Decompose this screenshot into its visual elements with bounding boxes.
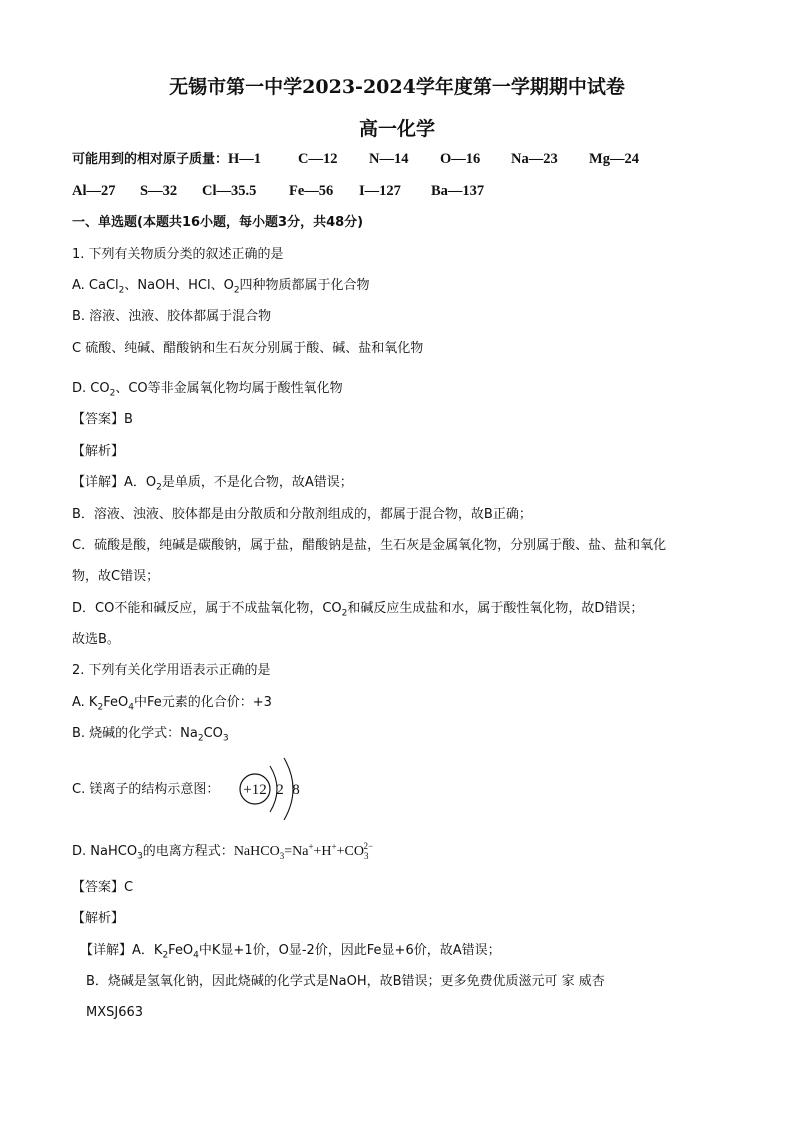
question-1-answer bbox=[72, 411, 133, 429]
atomic-mass-row-1 bbox=[72, 150, 639, 169]
atomic-mass-item: O—16 bbox=[440, 151, 481, 167]
question-1-option-d: D. $CO_2$、CO等非金属氧化物均属于酸性氧化物 bbox=[72, 381, 343, 399]
atomic-mass-item: Mg—24 bbox=[589, 151, 639, 167]
atomic-mass-item: Fe—56 bbox=[289, 183, 334, 199]
question-1-stem: 1. 下列有关物质分类的叙述正确的是 bbox=[72, 247, 284, 262]
atomic-mass-item: S—32 bbox=[140, 183, 178, 199]
question-1-conclusion: 故选B。 bbox=[72, 632, 120, 647]
question-1-detail-a: 【详解】A．$O_2$是单质，不是化合物，故A错误； bbox=[72, 475, 353, 493]
atomic-mass-item: H—1 bbox=[228, 151, 262, 167]
atomic-mass-item: N—14 bbox=[369, 151, 409, 167]
atomic-mass-row-2 bbox=[72, 182, 484, 201]
question-1-detail-b: B．溶液、浊液、胶体都是由分散质和分散剂组成的，都属于混合物，故B正确； bbox=[72, 507, 532, 522]
atomic-mass-item: Na—23 bbox=[511, 151, 558, 167]
question-2-option-c: C. 镁离子的结构示意图： bbox=[72, 782, 220, 797]
atomic-mass-item: Cl—35.5 bbox=[202, 183, 257, 199]
footer-code: MXSJ663 bbox=[86, 1005, 144, 1020]
atomic-mass-item: Ba—137 bbox=[431, 183, 485, 199]
exam-subtitle: 高一化学 bbox=[358, 118, 435, 140]
detail-tag: 【详解】 bbox=[80, 943, 133, 958]
detail-tag: 【详解】 bbox=[72, 475, 125, 490]
shell-2-electrons: 8 bbox=[292, 782, 300, 798]
question-1-option-a: A. CaCl$_2$、NaOH、HCl、$O_2$四种物质都属于化合物 bbox=[72, 278, 370, 296]
answer-tag: 【答案】 bbox=[72, 412, 125, 427]
question-1-analysis-tag: 【解析】 bbox=[72, 444, 125, 459]
exam-title: 无锡市第一中学2023-2024学年度第一学期期中试卷 bbox=[169, 76, 625, 98]
magnesium-ion-diagram bbox=[236, 752, 326, 826]
answer-tag: 【答案】 bbox=[72, 880, 125, 895]
question-1-option-c: C 硫酸、纯碱、醋酸钠和生石灰分别属于酸、碱、盐和氧化物 bbox=[72, 341, 424, 356]
section-heading: 一、单选题(本题共16小题，每小题3分，共48分) bbox=[72, 215, 364, 230]
question-1-detail-d: D．CO不能和碱反应，属于不成盐氧化物，$CO_2$和碱反应生成盐和水，属于酸性氧化物，故D错误； bbox=[72, 601, 644, 619]
atomic-mass-label: 可能用到的相对原子质量： bbox=[72, 152, 229, 167]
question-2-answer bbox=[72, 879, 133, 897]
question-2-detail-a: 【详解】A．$K_2FeO_4$中K显+1价，O显-2价，因此Fe显+6价，故A错误； bbox=[80, 943, 501, 961]
question-2-option-b: B. 烧碱的化学式：$Na_2CO_3$ bbox=[72, 726, 229, 744]
answer-value: C bbox=[124, 880, 134, 895]
question-2-stem: 2. 下列有关化学用语表示正确的是 bbox=[72, 663, 271, 678]
question-2-detail-b: B．烧碱是氢氧化钠，因此烧碱的化学式是NaOH，故B错误；更多免费优质滋元可 家 威杏 bbox=[86, 974, 605, 989]
atomic-mass-item: C—12 bbox=[298, 151, 338, 167]
shell-1-electrons: 2 bbox=[276, 782, 284, 798]
question-1-detail-c2: 物，故C错误； bbox=[72, 569, 160, 584]
question-1-detail-c1: C．硫酸是酸，纯碱是碳酸钠，属于盐，醋酸钠是盐，生石灰是金属氧化物，分别属于酸、盐、盐和氧化 bbox=[72, 538, 667, 553]
atomic-mass-item: Al—27 bbox=[72, 183, 116, 199]
ionization-equation: $NaHCO_3=Na^++H^++CO_3^{2-}$ bbox=[233, 841, 374, 861]
question-2-option-d: D. NaHCO$_3$的电离方程式：$NaHCO_3=Na^++H^++CO_3^{2-}$ bbox=[72, 841, 374, 862]
question-1-option-b: B. 溶液、浊液、胶体都属于混合物 bbox=[72, 309, 272, 324]
nucleus-charge: +12 bbox=[243, 782, 267, 798]
question-2-option-a: A. $K_2FeO_4$中Fe元素的化合价：+3 bbox=[72, 695, 272, 713]
question-2-analysis-tag: 【解析】 bbox=[72, 911, 125, 926]
answer-value: B bbox=[124, 412, 133, 427]
atomic-mass-item: I—127 bbox=[359, 183, 401, 199]
